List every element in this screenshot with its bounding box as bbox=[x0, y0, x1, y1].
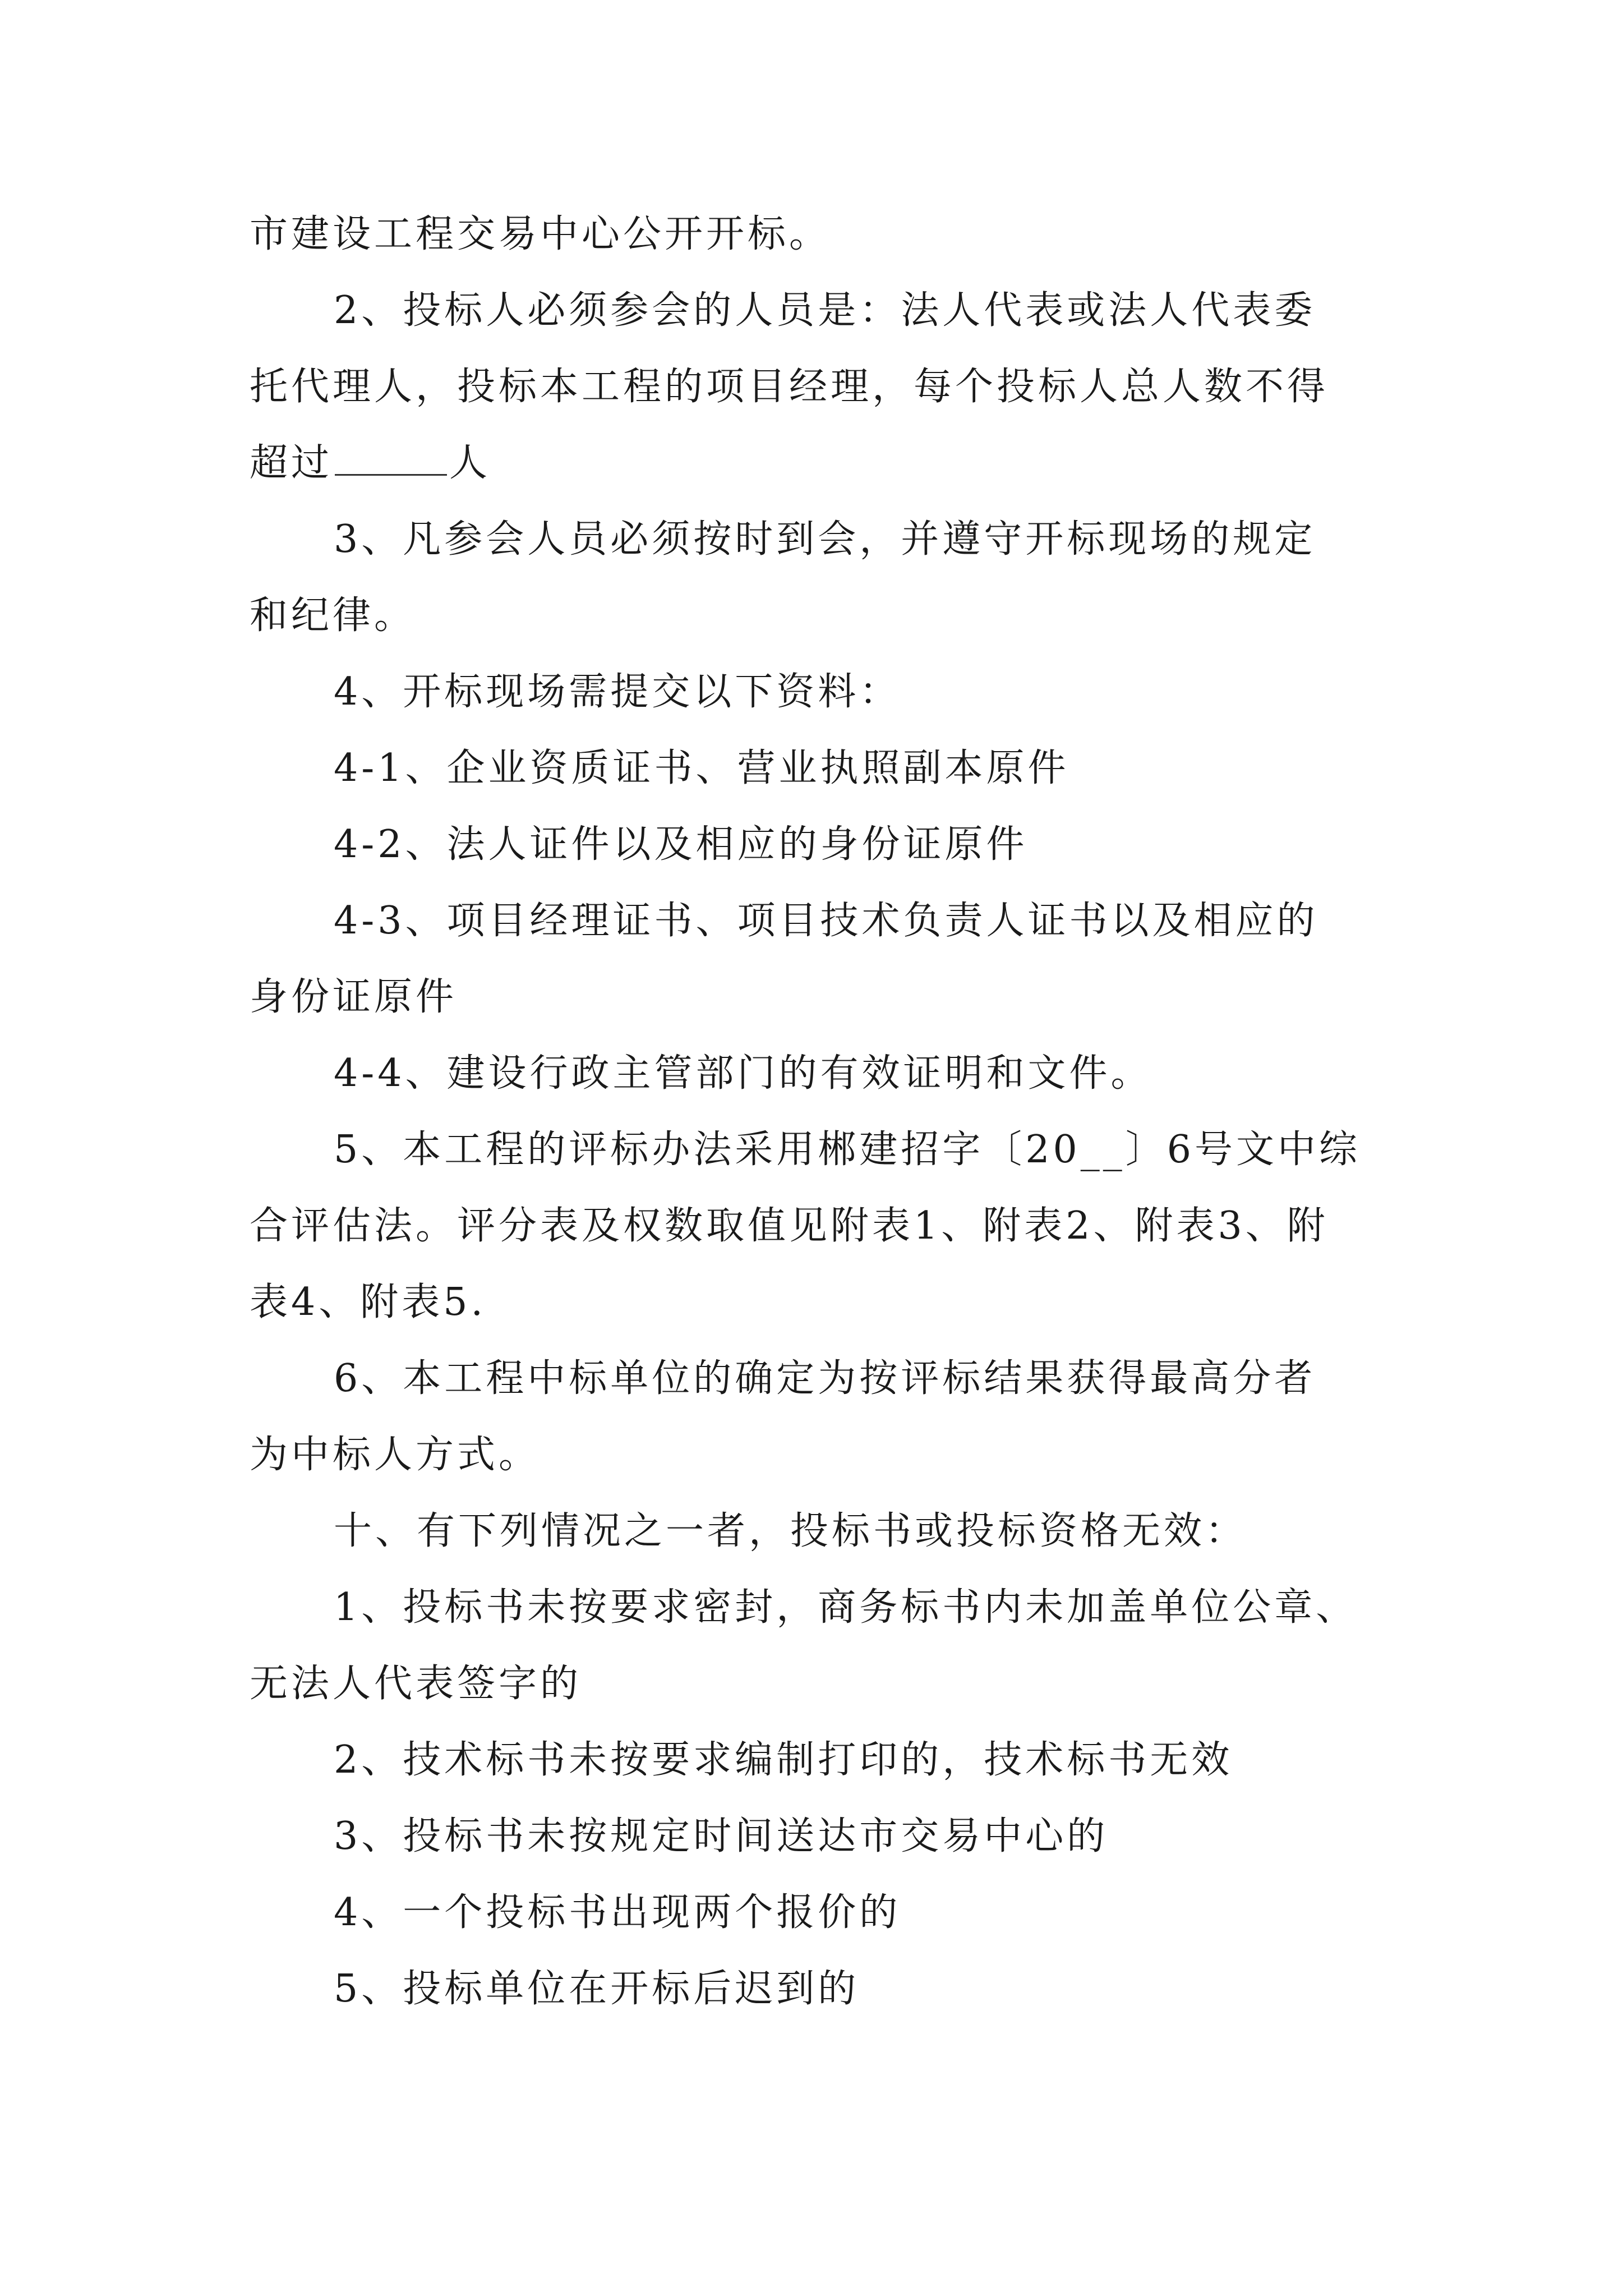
text-line: 市建设工程交易中心公开开标。 bbox=[250, 212, 831, 256]
text-line: 为中标人方式。 bbox=[250, 1433, 541, 1477]
text-line: 4-2、法人证件以及相应的身份证原件 bbox=[334, 822, 1028, 867]
text-line: 2、投标人必须参会的人员是：法人代表或法人代表委 bbox=[334, 288, 1316, 333]
text-line: 1、投标书未按要求密封，商务标书内未加盖单位公章、 bbox=[334, 1585, 1358, 1630]
text-line: 4、一个投标书出现两个报价的 bbox=[334, 1890, 901, 1935]
text-line: 4-4、建设行政主管部门的有效证明和文件。 bbox=[334, 1051, 1152, 1096]
text-line: 身份证原件 bbox=[250, 975, 458, 1019]
text-line: 3、凡参会人员必须按时到会，并遵守开标现场的规定 bbox=[334, 517, 1316, 562]
text-line: 2、技术标书未按要求编制打印的，技术标书无效 bbox=[334, 1738, 1233, 1782]
text-line: 托代理人，投标本工程的项目经理，每个投标人总人数不得 bbox=[250, 365, 1329, 409]
text-line: 3、投标书未按规定时间送达市交易中心的 bbox=[334, 1814, 1109, 1858]
text-line: 无法人代表签字的 bbox=[250, 1662, 582, 1706]
text-line: 4-3、项目经理证书、项目技术负责人证书以及相应的 bbox=[334, 899, 1318, 943]
section-heading: 十、有下列情况之一者，投标书或投标资格无效： bbox=[334, 1509, 1247, 1553]
text-line: 4-1、企业资质证书、营业执照副本原件 bbox=[334, 746, 1069, 790]
text-line: 和纪律。 bbox=[250, 593, 416, 638]
document-body bbox=[250, 196, 1377, 2027]
fill-in-blank bbox=[335, 443, 447, 476]
text-line: 5、本工程的评标办法采用郴建招字〔20__〕6号文中综 bbox=[334, 1128, 1361, 1172]
text-line: 6、本工程中标单位的确定为按评标结果获得最高分者 bbox=[334, 1356, 1316, 1401]
text-line-with-blank bbox=[250, 425, 1377, 501]
text-line: 5、投标单位在开标后迟到的 bbox=[334, 1967, 860, 2011]
text-fragment: 超过 bbox=[250, 441, 333, 485]
text-line: 合评估法。评分表及权数取值见附表1、附表2、附表3、附 bbox=[250, 1204, 1329, 1248]
text-line: 表4、附表5. bbox=[250, 1280, 487, 1324]
text-line: 4、开标现场需提交以下资料： bbox=[334, 670, 901, 714]
text-fragment: 人 bbox=[449, 441, 491, 485]
